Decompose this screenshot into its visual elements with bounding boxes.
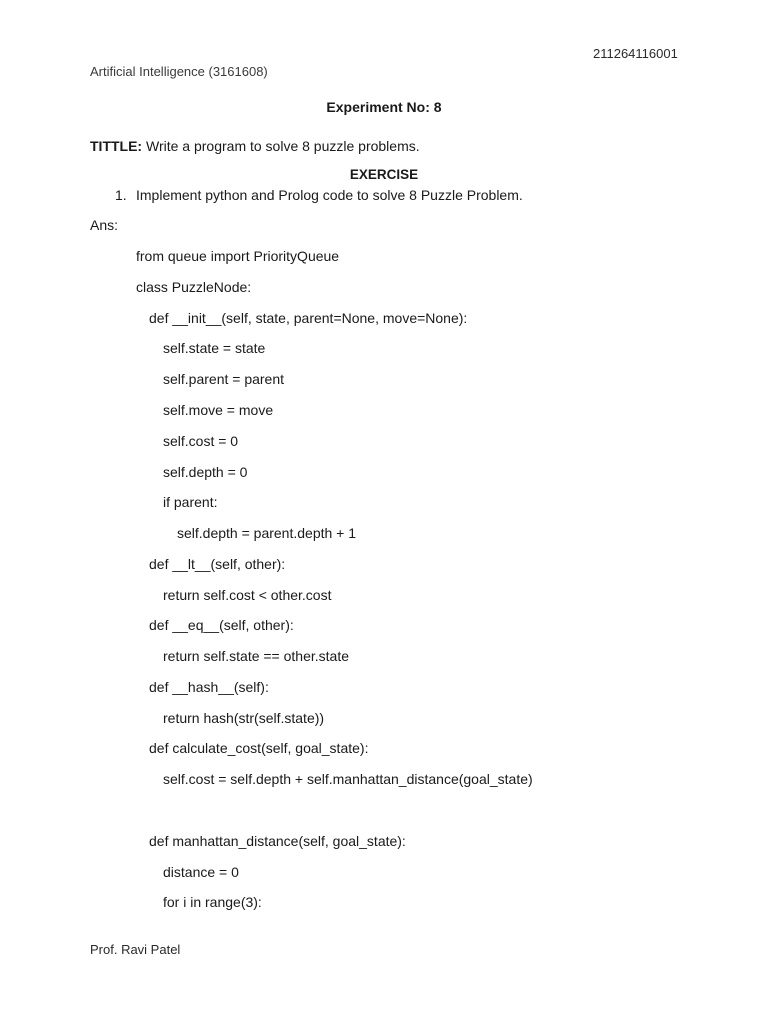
course-title: Artificial Intelligence (3161608)	[90, 64, 268, 79]
code-line: def manhattan_distance(self, goal_state):	[149, 833, 406, 849]
code-line: self.depth = 0	[163, 464, 248, 480]
code-line: from queue import PriorityQueue	[136, 248, 340, 264]
tittle-label: TITTLE:	[90, 138, 143, 154]
tittle-line	[90, 138, 420, 154]
code-line: return hash(str(self.state))	[163, 710, 325, 726]
question-number: 1.	[115, 187, 127, 203]
answer-label: Ans:	[90, 217, 119, 233]
exercise-heading: EXERCISE	[349, 167, 419, 182]
code-line: def __init__(self, state, parent=None, move=None):	[149, 310, 468, 326]
code-line: self.depth = parent.depth + 1	[177, 525, 357, 541]
code-line: distance = 0	[163, 864, 239, 880]
tittle-text: Write a program to solve 8 puzzle problems.	[142, 138, 420, 154]
code-line: self.cost = 0	[163, 433, 239, 449]
code-line: def __eq__(self, other):	[149, 617, 294, 633]
question-text: Implement python and Prolog code to solve 8 Puzzle Problem.	[136, 187, 523, 203]
code-line: self.parent = parent	[163, 371, 285, 387]
code-line: self.state = state	[163, 340, 266, 356]
code-line: def calculate_cost(self, goal_state):	[149, 740, 369, 756]
code-line: class PuzzleNode:	[136, 279, 252, 295]
roll-number: 211264116001	[593, 46, 678, 61]
code-line: return self.state == other.state	[163, 648, 349, 664]
professor-name: Prof. Ravi Patel	[90, 942, 181, 957]
code-line: self.cost = self.depth + self.manhattan_distance(goal_state)	[163, 771, 533, 787]
experiment-title: Experiment No: 8	[326, 99, 442, 115]
code-line: if parent:	[163, 494, 218, 510]
code-line: def __lt__(self, other):	[149, 556, 286, 572]
code-line: for i in range(3):	[163, 894, 262, 910]
code-line: return self.cost < other.cost	[163, 587, 332, 603]
code-line: def __hash__(self):	[149, 679, 269, 695]
code-line: self.move = move	[163, 402, 274, 418]
